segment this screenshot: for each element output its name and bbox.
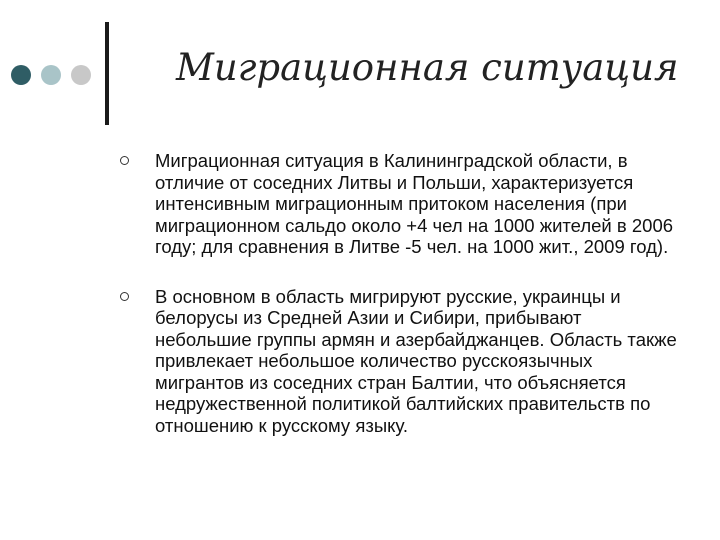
bullet-list [118, 150, 678, 464]
bullet-item [118, 150, 678, 258]
slide-title: Миграционная ситуация [176, 46, 679, 89]
decorative-dot-light [71, 65, 91, 85]
bullet-circle-icon [120, 292, 129, 301]
decorative-dot-mid [41, 65, 61, 85]
bullet-circle-icon [120, 156, 129, 165]
title-divider-line [105, 22, 109, 125]
decorative-dot-dark [11, 65, 31, 85]
bullet-item [118, 286, 678, 437]
bullet-text: Миграционная ситуация в Калининградской области, в отличие от соседних Литвы и Польши, характеризуется интенсивным миграционным притоком населения (при миграционном сальдо около +4 чел на 1000 жителей в 2006 году; для сравнения в Литве -5 чел. на 1000 жит., 2009 год). [155, 150, 674, 257]
bullet-text: В основном в область мигрируют русские, украинцы и белорусы из Средней Азии и Сибири, прибывают небольшие группы армян и азербайджанцев. Область также привлекает небольшое количество русскоязычных мигрантов из соседних стран Балтии, что объясняется недружественной политикой балтийских правительств по отношению к русскому языку. [155, 285, 677, 436]
